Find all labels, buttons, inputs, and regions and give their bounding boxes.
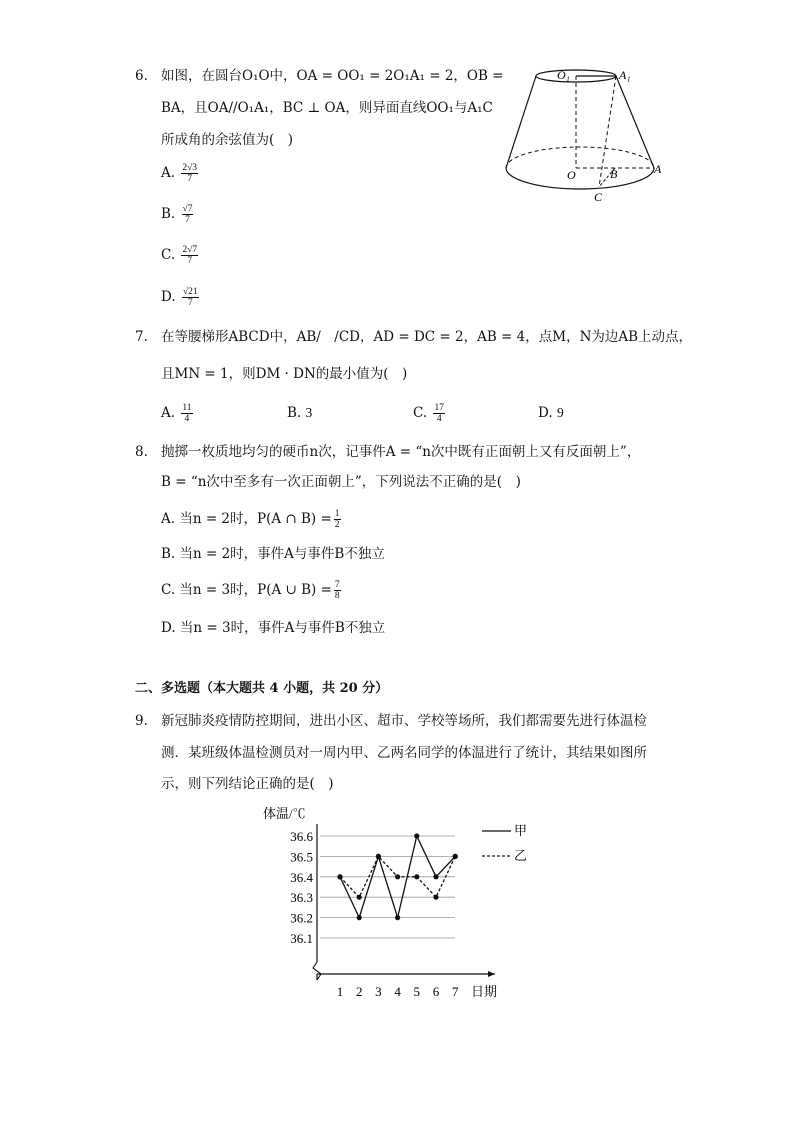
x-axis-label: 日期	[471, 984, 498, 999]
data-point-jia	[433, 874, 438, 879]
label-b: B	[610, 167, 618, 181]
y-tick-label: 36.2	[290, 910, 313, 926]
q7-option-c[interactable]: C. $\frac{17}{4}$	[413, 403, 444, 424]
y-tick-label: 36.4	[290, 869, 313, 885]
q7-option-d[interactable]: D. 9	[538, 405, 564, 421]
q7-option-b[interactable]: B. 3	[287, 405, 313, 421]
q9-line2: 测．某班级体温检测员对一周内甲、乙两名同学的体温进行了统计，其结果如图所	[161, 745, 647, 761]
q6-option-d[interactable]: D. $\frac{√21}{7}$	[161, 287, 198, 308]
x-tick-label: 7	[451, 984, 459, 999]
frustum-figure	[495, 62, 670, 207]
section-title: 二、多选题（本大题共 4 小题，共 20 分）	[135, 681, 389, 696]
q6-option-b-fraction: $\frac{√7}{7}$	[182, 204, 193, 225]
y-axis-label: 体温/℃	[263, 806, 306, 821]
label-c: C	[594, 190, 603, 204]
frustum-left-side	[506, 76, 536, 168]
label-o1: O₁	[557, 68, 570, 82]
label-a1: A₁	[619, 68, 631, 82]
q7-line1: 在等腰梯形ABCD中，AB/ /CD，AD = DC = 2，AB = 4，点M，N为边AB上动点，	[161, 329, 693, 345]
q6-option-c-fraction: $\frac{2√7}{7}$	[182, 245, 198, 266]
q8-line1: 抛掷一枚质地均匀的硬币n次，记事件A = “n次中既有正面朝上又有反面朝上”，	[161, 444, 641, 460]
q8-line2: B = “n次中至多有一次正面朝上”，下列说法不正确的是( )	[161, 474, 521, 490]
q6-option-c[interactable]: C. $\frac{2√7}{7}$	[161, 245, 198, 266]
y-tick-label: 36.6	[290, 829, 313, 844]
label-o: O	[567, 168, 576, 182]
q6-line1: 如图，在圆台O₁O中，OA = OO₁ = 2O₁A₁ = 2，OB =	[161, 68, 504, 84]
q8-number: 8.	[135, 444, 148, 460]
data-point-yi	[414, 874, 419, 879]
data-point-jia	[395, 915, 400, 920]
q7-option-a[interactable]: A. $\frac{11}{4}$	[161, 403, 192, 424]
data-point-yi	[337, 874, 342, 879]
data-point-yi	[395, 874, 400, 879]
x-tick-label: 3	[375, 984, 382, 999]
q8-option-c-fraction: $\frac{7}{8}$	[334, 580, 340, 601]
y-tick-layer	[290, 829, 313, 946]
q6-option-b[interactable]: B. $\frac{√7}{7}$	[161, 204, 193, 225]
data-point-yi	[453, 854, 458, 859]
label-a: A	[654, 162, 662, 176]
q6-option-d-fraction: $\frac{√21}{7}$	[182, 287, 198, 308]
data-point-yi	[433, 895, 438, 900]
q8-option-b[interactable]: B. 当n = 2时，事件A与事件B不独立	[161, 546, 385, 562]
q6-number: 6.	[135, 68, 148, 84]
data-point-yi	[376, 854, 381, 859]
temperature-chart	[255, 798, 527, 1006]
x-tick-label: 1	[336, 984, 344, 999]
y-tick-label: 36.3	[290, 890, 313, 906]
data-point-jia	[357, 915, 362, 920]
x-tick-label: 4	[394, 984, 401, 999]
q8-option-a[interactable]: A. 当n = 2时，P(A ∩ B) = $\frac{1}{2}$	[161, 509, 340, 530]
frustum-bottom-front	[506, 168, 654, 189]
q8-option-a-fraction: $\frac{1}{2}$	[334, 509, 340, 530]
data-point-jia	[414, 833, 419, 838]
q7-option-a-fraction: $\frac{11}{4}$	[182, 403, 192, 424]
q6-option-a-fraction: $\frac{2√3}{7}$	[182, 163, 198, 184]
x-tick-label: 6	[432, 984, 440, 999]
q9-line3: 示，则下列结论正确的是( )	[161, 776, 334, 792]
x-tick-label: 2	[355, 984, 363, 999]
x-tick-layer	[337, 984, 459, 999]
q9-line1: 新冠肺炎疫情防控期间，进出小区、超市、学校等场所，我们都需要先进行体温检	[161, 713, 647, 729]
legend-label-jia: 甲	[513, 823, 527, 838]
legend-label-yi: 乙	[513, 848, 527, 863]
q7-option-c-fraction: $\frac{17}{4}$	[434, 403, 444, 424]
q6-option-a[interactable]: A. $\frac{2√3}{7}$	[161, 163, 198, 184]
y-tick-label: 36.1	[290, 931, 313, 946]
x-tick-label: 5	[413, 984, 421, 999]
y-tick-label: 36.5	[290, 849, 313, 865]
q8-option-c[interactable]: C. 当n = 3时，P(A ∪ B) = $\frac{7}{8}$	[161, 580, 340, 601]
q7-number: 7.	[135, 329, 148, 345]
q7-line2: 且MN = 1，则DM · DN的最小值为( )	[161, 366, 408, 382]
q9-number: 9.	[135, 713, 148, 729]
x-axis-arrow	[488, 971, 495, 977]
q6-line2: BA，且OA//O₁A₁，BC ⊥ OA，则异面直线OO₁与A₁C	[161, 100, 493, 116]
frustum-bottom-back	[506, 147, 654, 168]
q6-line3: 所成角的余弦值为( )	[161, 132, 294, 148]
data-point-yi	[357, 895, 362, 900]
q8-option-d[interactable]: D. 当n = 3时，事件A与事件B不独立	[161, 620, 386, 636]
